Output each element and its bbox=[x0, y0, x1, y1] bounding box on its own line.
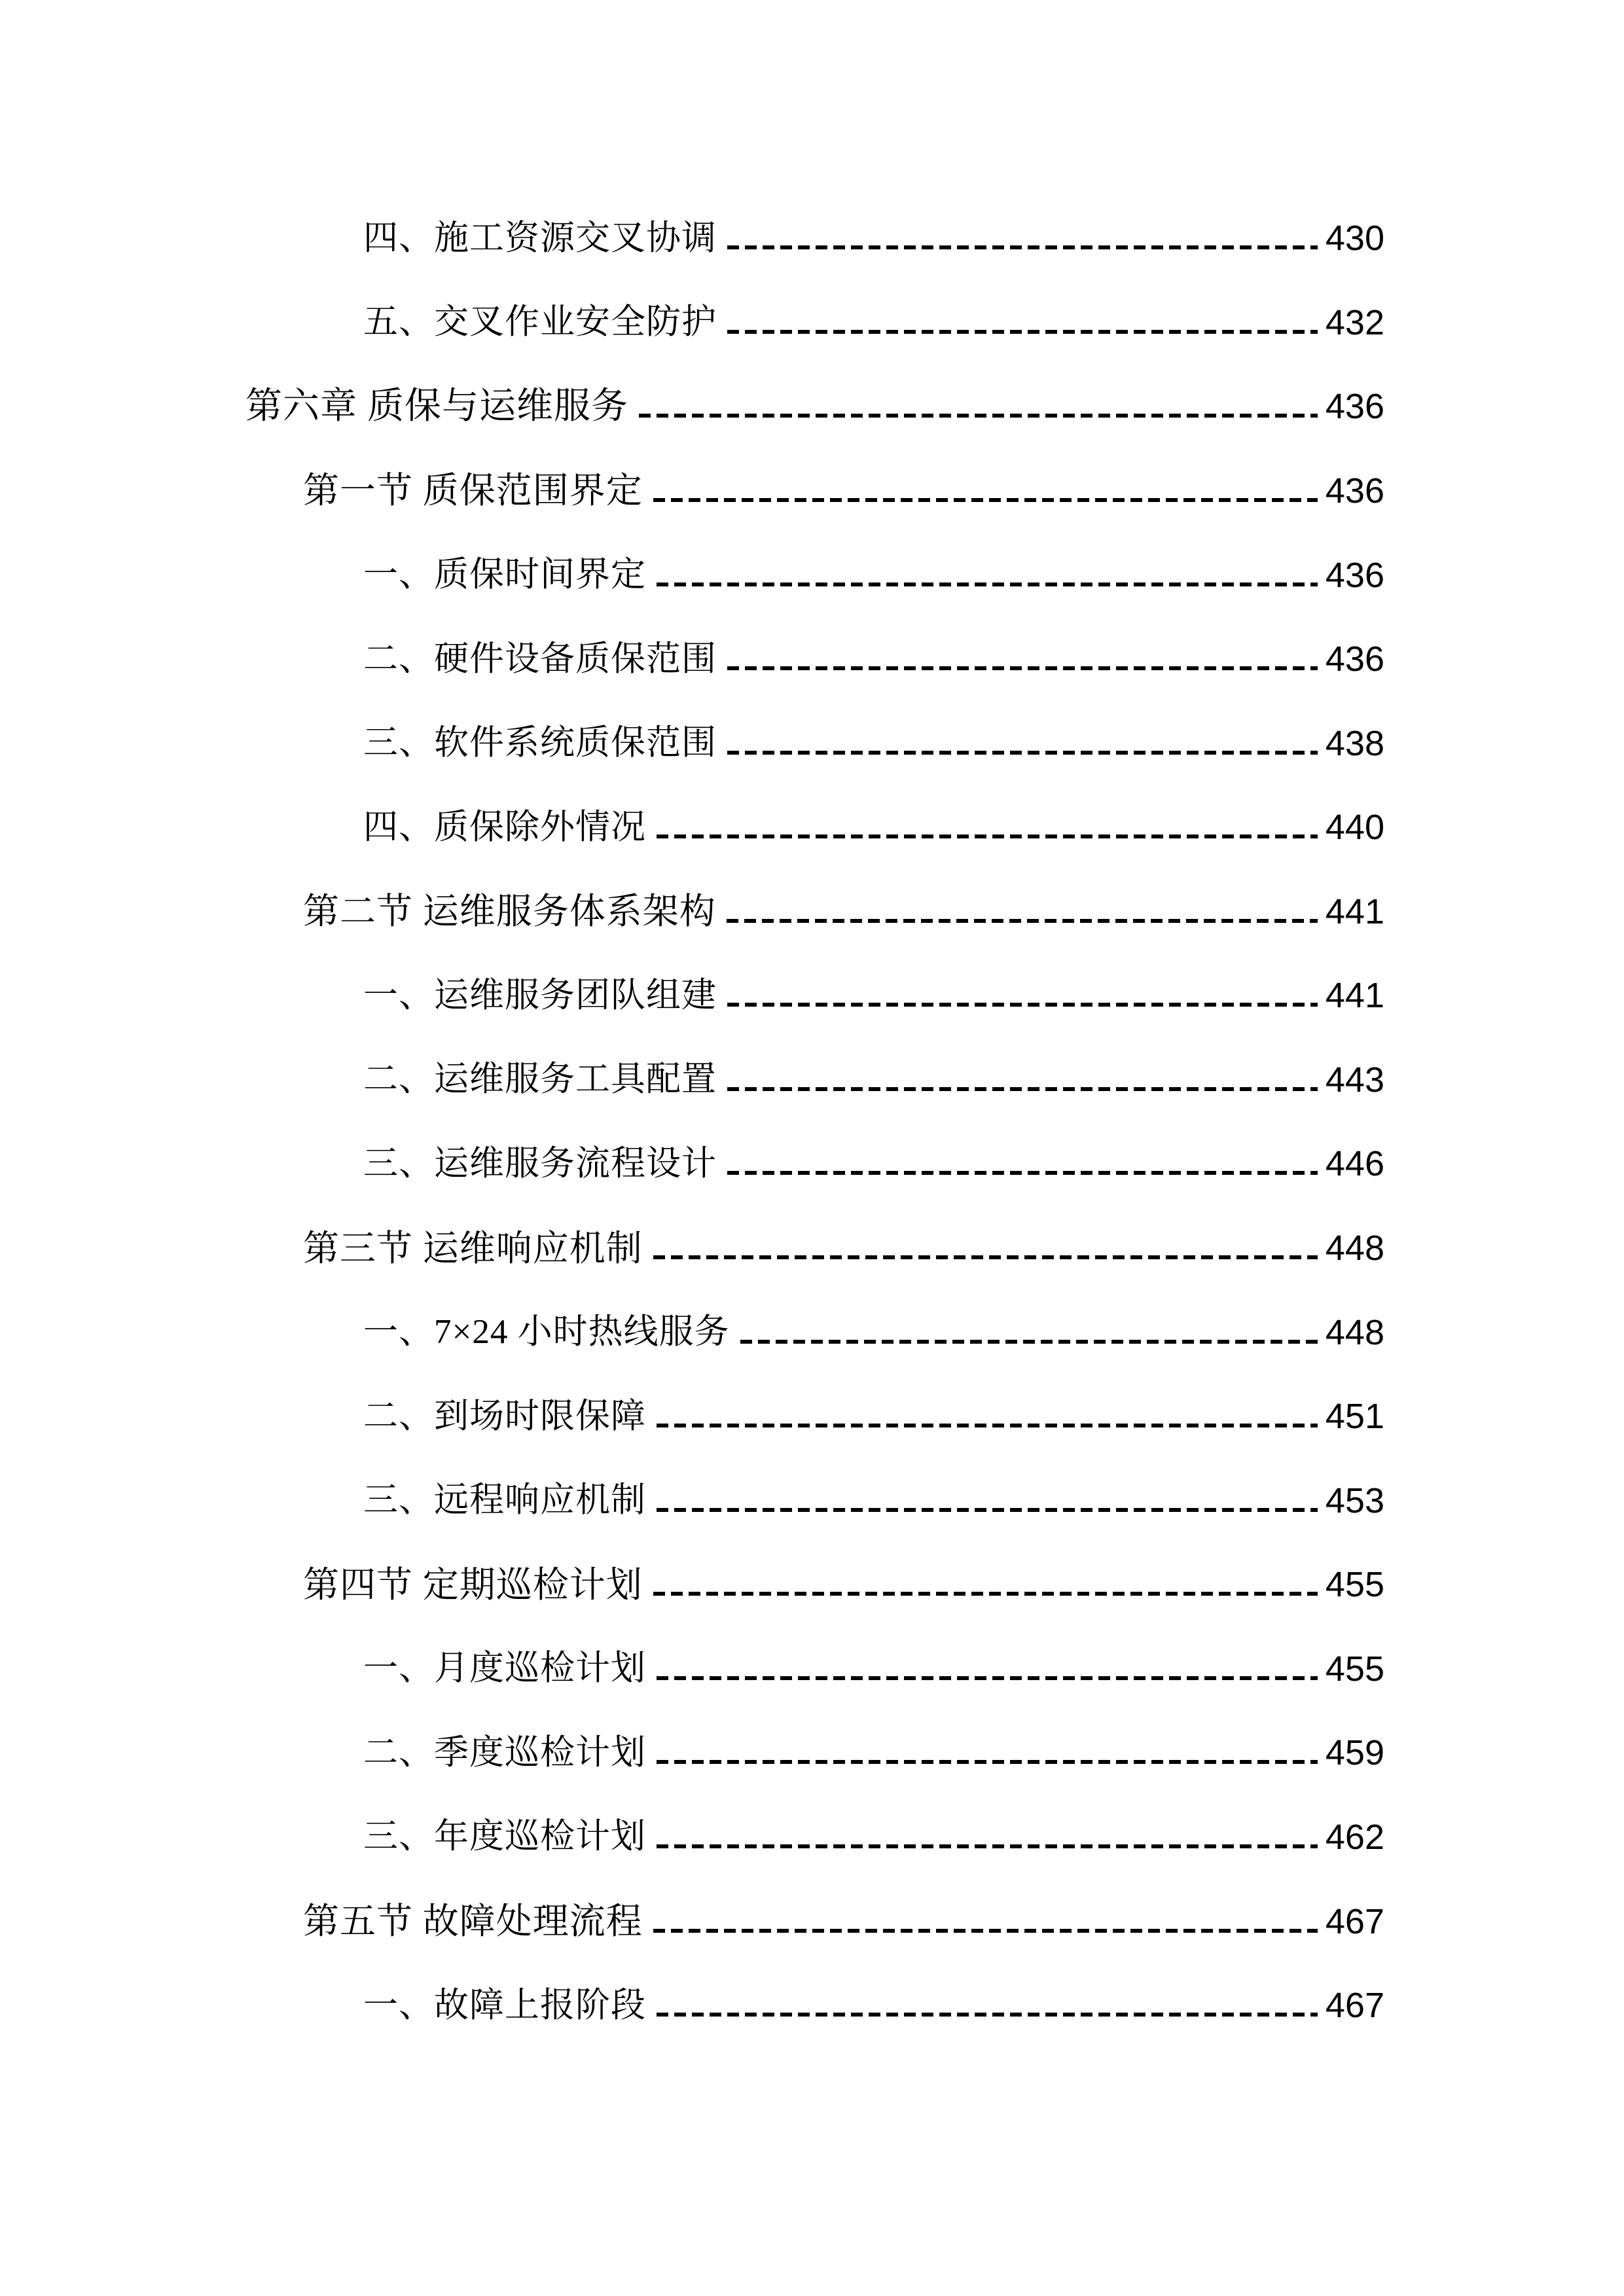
toc-entry-page-number: 467 bbox=[1325, 1986, 1384, 2026]
toc-entry-page-number: 467 bbox=[1325, 1901, 1384, 1941]
toc-leader-line bbox=[657, 1760, 1318, 1764]
toc-entry-label: 四、质保除外情况 bbox=[363, 808, 646, 846]
toc-leader-line bbox=[653, 498, 1318, 502]
toc-entry[interactable] bbox=[245, 1290, 1384, 1374]
toc-entry-page-number: 453 bbox=[1325, 1480, 1384, 1520]
toc-leader-line bbox=[657, 583, 1318, 586]
toc-entry-page-number: 446 bbox=[1325, 1144, 1384, 1184]
toc-entry-page-number: 448 bbox=[1325, 1229, 1384, 1268]
toc-entry[interactable] bbox=[245, 1038, 1384, 1122]
toc-entry[interactable] bbox=[245, 1795, 1384, 1880]
toc-entry-label: 第五节 故障处理流程 bbox=[303, 1901, 643, 1942]
toc-entry-label: 三、软件系统质保范围 bbox=[363, 724, 717, 762]
toc-leader-line bbox=[657, 1676, 1318, 1680]
toc-entry[interactable] bbox=[245, 449, 1384, 533]
toc-entry[interactable] bbox=[245, 1206, 1384, 1291]
toc-entry[interactable] bbox=[245, 1711, 1384, 1795]
toc-entry-label: 二、到场时限保障 bbox=[363, 1397, 646, 1435]
toc-entry[interactable] bbox=[245, 1879, 1384, 1964]
toc-entry-label: 二、运维服务工具配置 bbox=[363, 1060, 717, 1099]
toc-entry-page-number: 443 bbox=[1325, 1060, 1384, 1100]
toc-entry[interactable] bbox=[245, 785, 1384, 870]
toc-entry-label: 第四节 定期巡检计划 bbox=[303, 1564, 643, 1605]
toc-entry[interactable] bbox=[245, 954, 1384, 1038]
toc-entry-label: 三、年度巡检计划 bbox=[363, 1818, 646, 1856]
toc-leader-line bbox=[657, 1844, 1318, 1848]
toc-entry[interactable] bbox=[245, 1458, 1384, 1543]
toc-entry[interactable] bbox=[245, 196, 1384, 281]
toc-leader-line bbox=[657, 1508, 1318, 1512]
toc-entry-page-number: 436 bbox=[1325, 555, 1384, 595]
toc-entry[interactable] bbox=[245, 870, 1384, 954]
toc-leader-line bbox=[727, 919, 1318, 923]
toc-list bbox=[245, 196, 1384, 2047]
toc-entry-label: 一、质保时间界定 bbox=[363, 556, 646, 594]
toc-leader-line bbox=[740, 1340, 1318, 1344]
toc-entry-page-number: 430 bbox=[1325, 219, 1384, 259]
toc-entry-label: 一、7×24 小时热线服务 bbox=[363, 1313, 730, 1352]
toc-entry-label: 第二节 运维服务体系架构 bbox=[303, 891, 716, 932]
toc-entry[interactable] bbox=[245, 1374, 1384, 1459]
toc-entry-page-number: 438 bbox=[1325, 723, 1384, 763]
toc-entry-page-number: 432 bbox=[1325, 302, 1384, 342]
toc-entry[interactable] bbox=[245, 1964, 1384, 2048]
toc-entry-label: 第三节 运维响应机制 bbox=[303, 1228, 643, 1268]
toc-entry-label: 五、交叉作业安全防护 bbox=[363, 303, 717, 342]
toc-leader-line bbox=[657, 2013, 1318, 2017]
toc-entry-page-number: 448 bbox=[1325, 1312, 1384, 1352]
toc-entry-label: 一、月度巡检计划 bbox=[363, 1649, 646, 1688]
toc-entry-page-number: 440 bbox=[1325, 808, 1384, 848]
toc-leader-line bbox=[657, 1424, 1318, 1427]
toc-leader-line bbox=[657, 834, 1318, 838]
toc-entry-label: 一、故障上报阶段 bbox=[363, 1986, 646, 2024]
toc-entry-label: 第一节 质保范围界定 bbox=[303, 471, 643, 511]
toc-entry-label: 第六章 质保与运维服务 bbox=[245, 386, 628, 427]
toc-entry[interactable] bbox=[245, 365, 1384, 449]
toc-entry[interactable] bbox=[245, 1543, 1384, 1627]
toc-entry-label: 二、季度巡检计划 bbox=[363, 1733, 646, 1772]
toc-leader-line bbox=[653, 1592, 1318, 1596]
toc-entry-page-number: 455 bbox=[1325, 1565, 1384, 1605]
toc-entry-page-number: 441 bbox=[1325, 891, 1384, 931]
toc-entry-label: 三、运维服务流程设计 bbox=[363, 1144, 717, 1183]
toc-leader-line bbox=[727, 1171, 1318, 1175]
toc-entry-page-number: 451 bbox=[1325, 1397, 1384, 1437]
toc-entry-page-number: 462 bbox=[1325, 1817, 1384, 1857]
toc-leader-line bbox=[727, 330, 1318, 334]
toc-leader-line bbox=[727, 666, 1318, 670]
toc-entry[interactable] bbox=[245, 617, 1384, 702]
toc-entry[interactable] bbox=[245, 281, 1384, 365]
toc-entry-page-number: 436 bbox=[1325, 639, 1384, 679]
toc-entry-page-number: 441 bbox=[1325, 976, 1384, 1016]
toc-leader-line bbox=[639, 414, 1318, 418]
toc-leader-line bbox=[727, 1087, 1318, 1091]
toc-entry-page-number: 459 bbox=[1325, 1733, 1384, 1773]
toc-entry-page-number: 436 bbox=[1325, 387, 1384, 427]
toc-entry-page-number: 436 bbox=[1325, 471, 1384, 511]
toc-entry-label: 四、施工资源交叉协调 bbox=[363, 219, 717, 257]
toc-entry[interactable] bbox=[245, 1122, 1384, 1206]
toc-entry[interactable] bbox=[245, 533, 1384, 617]
toc-entry-label: 二、硬件设备质保范围 bbox=[363, 639, 717, 678]
toc-entry-label: 一、运维服务团队组建 bbox=[363, 976, 717, 1014]
toc-leader-line bbox=[653, 1255, 1318, 1259]
toc-leader-line bbox=[727, 751, 1318, 755]
toc-entry-page-number: 455 bbox=[1325, 1649, 1384, 1689]
toc-entry[interactable] bbox=[245, 701, 1384, 785]
toc-leader-line bbox=[653, 1929, 1318, 1933]
toc-leader-line bbox=[727, 245, 1318, 249]
toc-entry-label: 三、远程响应机制 bbox=[363, 1481, 646, 1520]
toc-entry[interactable] bbox=[245, 1627, 1384, 1712]
toc-leader-line bbox=[727, 1003, 1318, 1007]
